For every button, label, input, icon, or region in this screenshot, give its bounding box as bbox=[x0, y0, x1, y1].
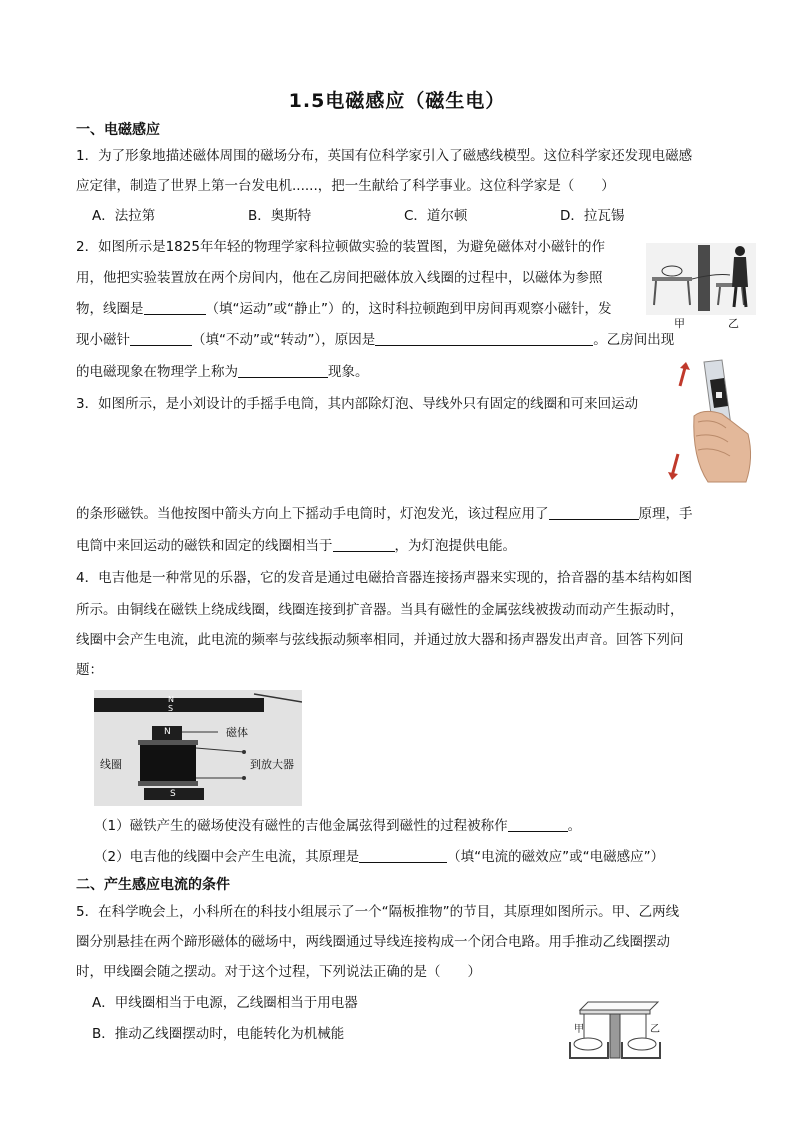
q4-pickup-figure bbox=[94, 690, 302, 806]
q5-line-1: 5．在科学晚会上，小科所在的科技小组展示了一个“隔板推物”的节目，其原理如图所示。甲、乙两线 bbox=[76, 904, 680, 920]
amplifier-label: 到放大器 bbox=[250, 758, 294, 771]
q2-text: 现小磁针 bbox=[76, 332, 130, 348]
q5-option-a: A．甲线圈相当于电源，乙线圈相当于用电器 bbox=[92, 995, 358, 1011]
q5-line-2: 圈分别悬挂在两个蹄形磁体的磁场中，两线圈通过导线连接构成一个闭合电路。用手推动乙线圈摆动 bbox=[76, 934, 670, 950]
section-heading-1: 一、电磁感应 bbox=[76, 122, 160, 138]
coil-yi-label: 乙 bbox=[650, 1024, 660, 1035]
q2-line-3 bbox=[76, 299, 611, 319]
section-heading-2: 二、产生感应电流的条件 bbox=[76, 877, 230, 893]
magnet-n-label: N bbox=[164, 727, 171, 737]
q2-text: 。乙房间出现 bbox=[593, 332, 675, 348]
q2-blank-1[interactable] bbox=[144, 300, 206, 315]
q1-option-c: C．道尔顿 bbox=[404, 208, 468, 224]
q3-blank-2[interactable] bbox=[333, 537, 395, 552]
q4-text: 。 bbox=[567, 818, 582, 834]
top-magnet-s-label: S bbox=[168, 704, 174, 713]
q1-line-1: 1．为了形象地描述磁体周围的磁场分布，英国有位科学家引入了磁感线模型。这位科学家还发现电磁感 bbox=[76, 148, 693, 164]
q3-text: ，为灯泡提供电能。 bbox=[394, 538, 516, 554]
q2-line-5 bbox=[76, 362, 369, 382]
q2-experiment-figure bbox=[646, 243, 756, 333]
q2-text: 现象。 bbox=[328, 364, 369, 380]
q3-text: 原理，手 bbox=[638, 506, 693, 522]
q4-text: （2）电吉他的线圈中会产生电流，其原理是 bbox=[94, 849, 360, 865]
q5-coils-figure bbox=[560, 998, 672, 1064]
q3-text: 的条形磁铁。当他按图中箭头方向上下摇动手电筒时，灯泡发光，该过程应用了 bbox=[76, 506, 549, 522]
figure-label-yi: 乙 bbox=[728, 317, 739, 330]
q4-blank-1[interactable] bbox=[508, 817, 568, 832]
q1-line-2: 应定律，制造了世界上第一台发电机......，把一生献给了科学事业。这位科学家是（ ） bbox=[76, 178, 615, 194]
page-title: 1.5电磁感应（磁生电） bbox=[288, 90, 506, 112]
q2-line-4 bbox=[76, 330, 674, 350]
q3-text: 电筒中来回运动的磁铁和固定的线圈相当于 bbox=[76, 538, 333, 554]
q1-option-a: A．法拉第 bbox=[92, 208, 156, 224]
q3-line-2 bbox=[76, 504, 693, 524]
coil-label: 线圈 bbox=[100, 758, 122, 771]
q5-line-3: 时，甲线圈会随之摆动。对于这个过程，下列说法正确的是（ ） bbox=[76, 964, 481, 980]
q4-line-1: 4．电吉他是一种常见的乐器，它的发音是通过电磁拾音器连接扬声器来实现的，拾音器的基本结构如图 bbox=[76, 570, 693, 586]
q4-text: （填“电流的磁效应”或“电磁感应”） bbox=[447, 849, 665, 865]
q4-line-3: 线圈中会产生电流，此电流的频率与弦线振动频率相同，并通过放大器和扬声器发出声音。回答下列问 bbox=[76, 632, 684, 648]
q4-sub-1 bbox=[94, 816, 581, 836]
q4-sub-2 bbox=[94, 847, 664, 867]
q2-blank-4[interactable] bbox=[238, 363, 328, 378]
q2-blank-3[interactable] bbox=[375, 331, 593, 346]
figure-label-jia: 甲 bbox=[674, 317, 685, 330]
q1-option-b: B．奥斯特 bbox=[248, 208, 312, 224]
q4-line-4: 题： bbox=[76, 662, 103, 678]
magnet-label: 磁体 bbox=[226, 726, 248, 739]
q2-text: 物，线圈是 bbox=[76, 301, 144, 317]
q2-line-2: 用，他把实验装置放在两个房间内，他在乙房间把磁体放入线圈的过程中，以磁体为参照 bbox=[76, 270, 603, 286]
q5-option-b: B．推动乙线圈摆动时，电能转化为机械能 bbox=[92, 1026, 345, 1042]
magnet-s-label: S bbox=[170, 789, 176, 799]
q2-line-1: 2．如图所示是1825年年轻的物理学家科拉顿做实验的装置图，为避免磁体对小磁针的作 bbox=[76, 239, 605, 255]
q3-flashlight-figure bbox=[664, 358, 758, 486]
q3-line-3 bbox=[76, 536, 516, 556]
q3-blank-1[interactable] bbox=[549, 505, 639, 520]
q3-line-1: 3．如图所示，是小刘设计的手摇手电筒，其内部除灯泡、导线外只有固定的线圈和可来回运动 bbox=[76, 396, 639, 412]
top-magnet-n-label: N bbox=[168, 695, 174, 704]
q1-option-d: D．拉瓦锡 bbox=[560, 208, 625, 224]
q4-text: （1）磁铁产生的磁场使没有磁性的吉他金属弦得到磁性的过程被称作 bbox=[94, 818, 508, 834]
q4-line-2: 所示。由铜线在磁铁上绕成线圈，线圈连接到扩音器。当具有磁性的金属弦线被拨动而动产生振动时， bbox=[76, 602, 684, 618]
q2-blank-2[interactable] bbox=[130, 331, 192, 346]
q2-text: （填“不动”或“转动”），原因是 bbox=[192, 332, 376, 348]
q4-blank-2[interactable] bbox=[359, 848, 447, 863]
q2-text: （填“运动”或“静止”）的，这时科拉顿跑到甲房间再观察小磁针，发 bbox=[205, 301, 612, 317]
coil-jia-label: 甲 bbox=[574, 1024, 584, 1035]
q2-text: 的电磁现象在物理学上称为 bbox=[76, 364, 238, 380]
